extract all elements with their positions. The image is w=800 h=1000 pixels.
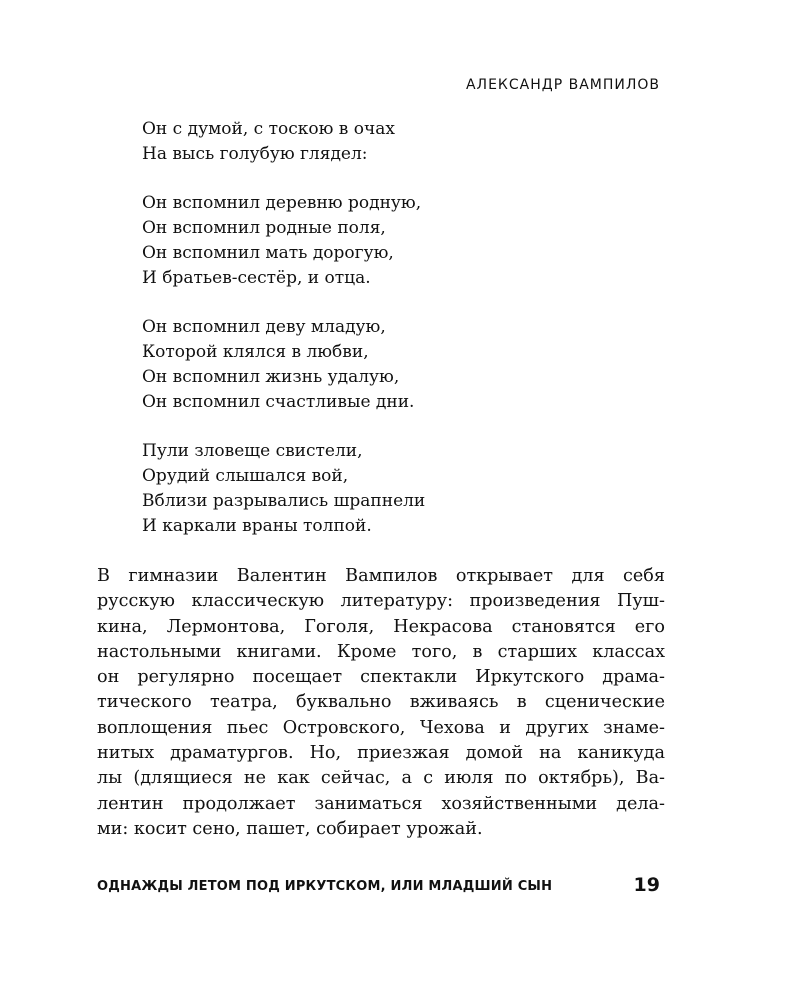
paragraph-line: нитых драматургов. Но, приезжая домой на каникуда	[97, 743, 665, 764]
verse-line: Он вспомнил родные поля,	[142, 218, 386, 239]
paragraph-line: лы (длящиеся не как сейчас, а с июля по октябрь), Ва-	[97, 768, 665, 789]
verse-line: Он с думой, с тоскою в очах	[142, 119, 395, 139]
paragraph-line: В гимназии Валентин Вампилов открывает для себя	[97, 566, 665, 586]
verse-line: Он вспомнил деревню родную,	[142, 193, 422, 214]
verse-line: И братьев-сестёр, и отца.	[142, 267, 371, 288]
paragraph-line: настольными книгами. Кроме того, в старших классах	[97, 641, 665, 662]
verse-line: Пули зловеще свистели,	[142, 441, 363, 462]
verse-line: На высь голубую глядел:	[142, 143, 368, 164]
paragraph-line: русскую классическую литературу: произведения Пуш-	[97, 591, 665, 612]
verse-line: И каркали враны толпой.	[142, 515, 372, 536]
verse-line: Он вспомнил деву младую,	[142, 317, 386, 338]
page-number: 19	[633, 874, 660, 896]
verse-line: Вблизи разрывались шрапнели	[142, 490, 426, 511]
paragraph-line: ми: косит сено, пашет, собирает урожай.	[97, 818, 483, 839]
paragraph-line: воплощения пьес Островского, Чехова и других знаме-	[97, 717, 665, 738]
verse-line: Он вспомнил счастливые дни.	[142, 391, 415, 412]
poem-stanza	[142, 439, 662, 538]
paragraph-line: он регулярно посещает спектакли Иркутского драма-	[97, 667, 665, 688]
verse-line: Он вспомнил жизнь удалую,	[142, 366, 400, 387]
paragraph-line: кина, Лермонтова, Гоголя, Некрасова становятся его	[97, 616, 665, 637]
poem-stanza	[142, 315, 662, 414]
verse-line: Которой клялся в любви,	[142, 342, 369, 363]
body-paragraph	[97, 564, 665, 842]
footer-book-title: ОДНАЖДЫ ЛЕТОМ ПОД ИРКУТСКОМ, ИЛИ МЛАДШИЙ СЫН	[97, 879, 553, 894]
poem-stanza	[142, 191, 662, 290]
verse-line: Он вспомнил мать дорогую,	[142, 242, 394, 263]
paragraph-line: тического театра, буквально вживаясь в сценические	[97, 692, 665, 713]
poem-stanza	[142, 117, 662, 167]
running-head-author: АЛЕКСАНДР ВАМПИЛОВ	[465, 77, 660, 93]
paragraph-line: лентин продолжает заниматься хозяйственными дела-	[97, 793, 665, 814]
verse-line: Орудий слышался вой,	[142, 466, 349, 487]
poem	[142, 117, 662, 539]
